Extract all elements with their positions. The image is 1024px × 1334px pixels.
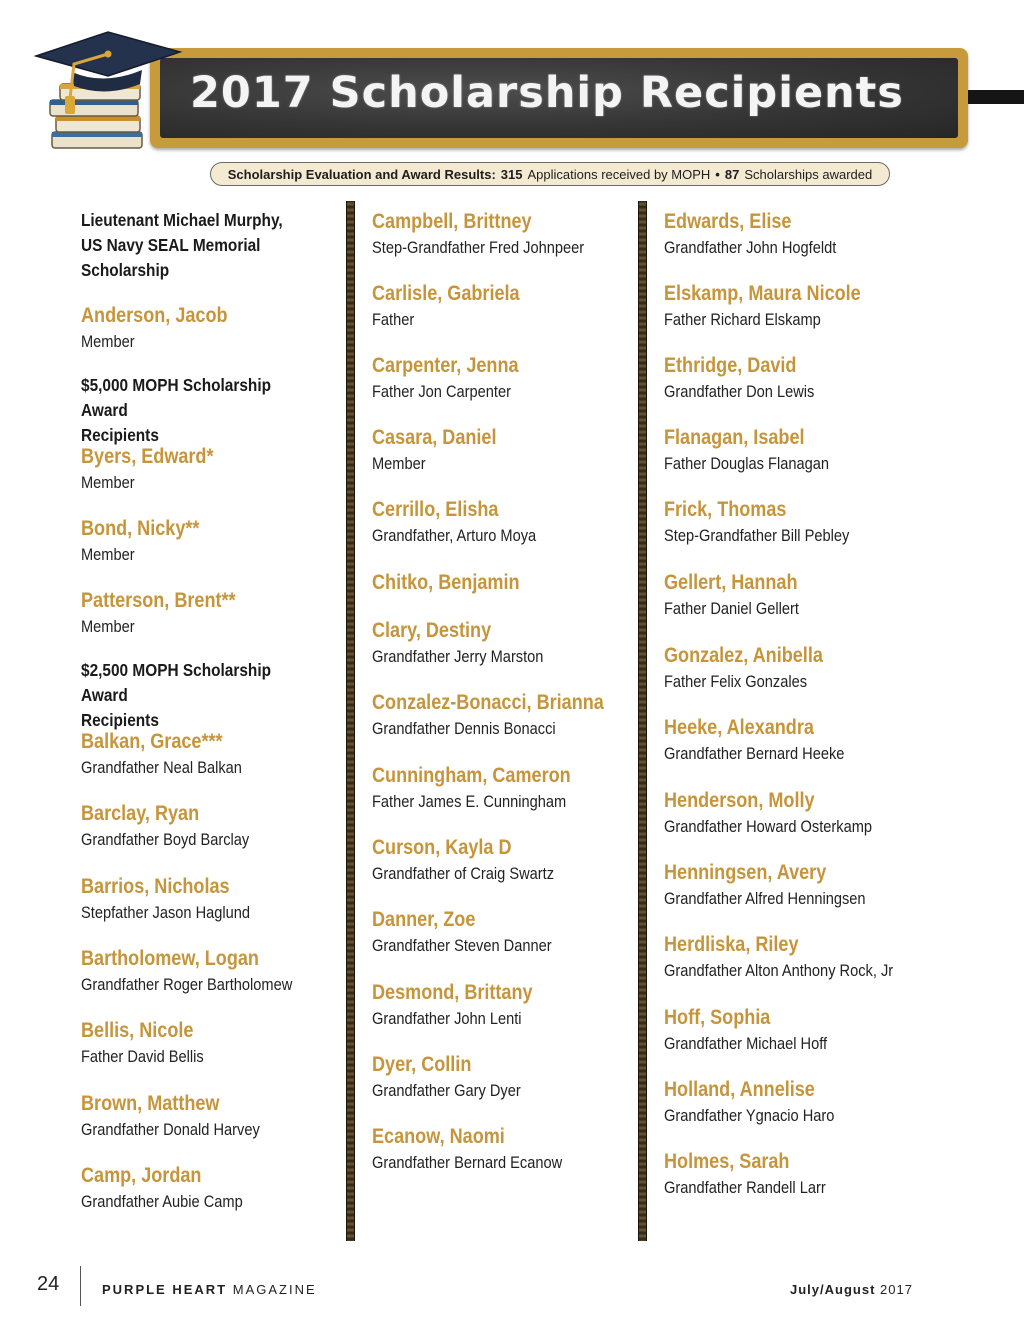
recipient-name: Danner, Zoe: [372, 908, 476, 931]
recipient-entry: [372, 1124, 593, 1176]
recipient-relation: Grandfather Don Lewis: [664, 382, 815, 401]
recipient-entry: [372, 281, 544, 333]
recipient-name: Ecanow, Naomi: [372, 1125, 505, 1148]
recipient-name: Dyer, Collin: [372, 1053, 472, 1076]
recipient-name: Carpenter, Jenna: [372, 354, 519, 377]
title-banner: [150, 48, 968, 148]
recipient-entry: [664, 1005, 854, 1057]
recipient-name: Balkan, Grace***: [81, 730, 223, 753]
recipient-name: Holmes, Sarah: [664, 1150, 790, 1173]
recipient-name: Barclay, Ryan: [81, 802, 200, 825]
recipient-name: Cunningham, Cameron: [372, 764, 571, 787]
recipient-entry: [372, 690, 642, 742]
recipient-entry: [664, 209, 864, 261]
issue-year: 2017: [880, 1282, 913, 1297]
awarded-count: 87: [724, 166, 740, 182]
recipient-entry: [372, 763, 603, 815]
recipient-name: Clary, Destiny: [372, 619, 492, 642]
recipient-relation: Grandfather, Arturo Moya: [372, 526, 537, 545]
recipient-relation: Grandfather Bernard Heeke: [664, 744, 845, 763]
chalk-ledge: [968, 90, 1024, 104]
recipient-relation: Father Jon Carpenter: [372, 382, 511, 401]
recipient-name: Brown, Matthew: [81, 1092, 220, 1115]
recipient-relation: Father: [372, 310, 415, 329]
recipient-name: Barrios, Nicholas: [81, 875, 230, 898]
recipient-entry: [81, 1163, 269, 1215]
recipient-entry: [664, 353, 839, 405]
recipient-name: Henderson, Molly: [664, 789, 815, 812]
recipient-entry: [372, 497, 563, 549]
recipient-relation: Member: [372, 454, 426, 473]
recipient-name: Henningsen, Avery: [664, 861, 827, 884]
recipient-relation: Grandfather John Hogfeldt: [664, 238, 837, 257]
issue-months: July/August: [790, 1282, 876, 1297]
recipient-relation: Father Richard Elskamp: [664, 310, 821, 329]
recipient-name: Chitko, Benjamin: [372, 571, 520, 594]
recipient-entry: [664, 497, 879, 549]
recipient-relation: Grandfather Michael Hoff: [664, 1034, 828, 1053]
recipient-name: Anderson, Jacob: [81, 304, 228, 327]
recipient-name: Bellis, Nicole: [81, 1019, 194, 1042]
magazine-name-bold: PURPLE HEART: [102, 1282, 228, 1297]
recipient-entry: [664, 788, 906, 840]
recipient-entry: [664, 1149, 852, 1201]
recipient-name: Carlisle, Gabriela: [372, 282, 520, 305]
recipient-name: Flanagan, Isabel: [664, 426, 805, 449]
award-results-bar: [210, 162, 890, 186]
recipient-relation: Grandfather Alton Anthony Rock, Jr: [664, 961, 894, 980]
recipient-name: Patterson, Brent**: [81, 589, 236, 612]
murphy-scholarship-heading: Lieutenant Michael Murphy, US Navy SEAL Memorial Scholarship: [81, 210, 283, 280]
recipient-entry: [372, 980, 559, 1032]
recipient-relation: Father Daniel Gellert: [664, 599, 799, 618]
recipient-relation: Father David Bellis: [81, 1047, 204, 1066]
recipient-relation: Grandfather John Lenti: [372, 1009, 522, 1028]
recipient-relation: Grandfather Aubie Camp: [81, 1192, 243, 1211]
recipient-entry: [664, 860, 898, 912]
recipient-entry: [372, 907, 581, 959]
graduation-cap-books-icon: [34, 14, 184, 164]
recipient-relation: Grandfather Donald Harvey: [81, 1120, 260, 1139]
recipient-entry: [372, 570, 544, 596]
recipient-relation: Father James E. Cunningham: [372, 792, 567, 811]
awarded-text: Scholarships awarded: [744, 166, 873, 182]
recipient-name: Herdliska, Riley: [664, 933, 799, 956]
recipient-entry: [664, 643, 849, 695]
footer-divider: [80, 1266, 81, 1306]
recipient-relation: Member: [81, 617, 135, 636]
recipient-relation: Step-Grandfather Fred Johnpeer: [372, 238, 585, 257]
recipient-relation: Grandfather Dennis Bonacci: [372, 719, 556, 738]
recipient-relation: Grandfather Boyd Barclay: [81, 830, 250, 849]
recipient-entry: [372, 835, 584, 887]
recipient-relation: Grandfather Alfred Henningsen: [664, 889, 866, 908]
recipient-relation: Grandfather Randell Larr: [664, 1178, 826, 1197]
recipient-relation: Grandfather Roger Bartholomew: [81, 975, 293, 994]
recipient-entry: [81, 801, 277, 853]
recipient-relation: Grandfather Steven Danner: [372, 936, 552, 955]
applications-count: 315: [500, 166, 523, 182]
stats-label: Scholarship Evaluation and Award Results:: [227, 166, 496, 182]
column-divider: [346, 201, 355, 1241]
recipient-name: Camp, Jordan: [81, 1164, 202, 1187]
recipient-name: Heeke, Alexandra: [664, 716, 814, 739]
recipient-name: Curson, Kayla D: [372, 836, 512, 859]
recipient-relation: Father Douglas Flanagan: [664, 454, 829, 473]
2500-award-heading: $2,500 MOPH Scholarship Award Recipients: [81, 660, 272, 730]
recipient-entry: [81, 1091, 289, 1143]
recipient-entry: [664, 1077, 862, 1129]
recipient-name: Desmond, Brittany: [372, 981, 533, 1004]
recipient-relation: Father Felix Gonzales: [664, 672, 808, 691]
recipient-name: Elskamp, Maura Nicole: [664, 282, 861, 305]
recipient-name: Bond, Nicky**: [81, 517, 200, 540]
recipient-entry: [664, 425, 856, 477]
recipient-entry: [664, 281, 893, 333]
recipient-relation: Stepfather Jason Haglund: [81, 903, 251, 922]
magazine-name-rest: MAGAZINE: [232, 1282, 317, 1297]
recipient-name: Edwards, Elise: [664, 210, 792, 233]
chalkboard: [160, 58, 958, 138]
magazine-name: [102, 1282, 317, 1297]
recipient-name: Ethridge, David: [664, 354, 797, 377]
recipient-relation: Grandfather Ygnacio Haro: [664, 1106, 835, 1125]
5000-award-heading: $5,000 MOPH Scholarship Award Recipients: [81, 375, 272, 445]
bullet-separator: •: [715, 166, 720, 182]
recipient-name: Gellert, Hannah: [664, 571, 798, 594]
recipient-entry: [81, 303, 251, 355]
recipient-name: Casara, Daniel: [372, 426, 497, 449]
recipient-relation: Grandfather Howard Osterkamp: [664, 817, 873, 836]
issue-date: [790, 1282, 913, 1297]
recipient-relation: Member: [81, 473, 135, 492]
recipient-relation: Grandfather Bernard Ecanow: [372, 1153, 563, 1172]
recipient-entry: [372, 1052, 545, 1104]
applications-text: Applications received by MOPH: [527, 166, 711, 182]
recipient-entry: [664, 932, 930, 984]
recipient-relation: Member: [81, 545, 135, 564]
recipient-relation: Grandfather Neal Balkan: [81, 758, 242, 777]
recipient-name: Cerrillo, Elisha: [372, 498, 499, 521]
recipient-entry: [81, 946, 327, 998]
page-title: 2017 Scholarship Recipients: [190, 68, 904, 118]
recipient-relation: Grandfather Jerry Marston: [372, 647, 544, 666]
recipient-entry: [81, 729, 268, 781]
recipient-name: Bartholomew, Logan: [81, 947, 259, 970]
recipient-relation: Grandfather of Craig Swartz: [372, 864, 555, 883]
recipient-entry: [664, 715, 874, 767]
recipient-name: Frick, Thomas: [664, 498, 787, 521]
recipient-entry: [372, 618, 571, 670]
recipient-name: Byers, Edward*: [81, 445, 214, 468]
recipient-entry: [664, 570, 821, 622]
recipient-relation: Step-Grandfather Bill Pebley: [664, 526, 850, 545]
recipient-entry: [81, 588, 261, 640]
recipient-entry: [81, 1018, 224, 1070]
recipient-entry: [81, 516, 219, 568]
recipient-entry: [372, 209, 619, 261]
recipient-name: Holland, Annelise: [664, 1078, 815, 1101]
recipient-name: Campbell, Brittney: [372, 210, 532, 233]
recipient-name: Gonzalez, Anibella: [664, 644, 823, 667]
recipient-entry: [81, 874, 278, 926]
recipient-relation: Grandfather Gary Dyer: [372, 1081, 521, 1100]
recipient-name: Hoff, Sophia: [664, 1006, 771, 1029]
recipient-entry: [81, 444, 235, 496]
recipient-entry: [372, 425, 517, 477]
recipient-name: Conzalez-Bonacci, Brianna: [372, 691, 604, 714]
recipient-relation: Member: [81, 332, 135, 351]
recipient-entry: [372, 353, 542, 405]
page-number: 24: [37, 1273, 60, 1295]
